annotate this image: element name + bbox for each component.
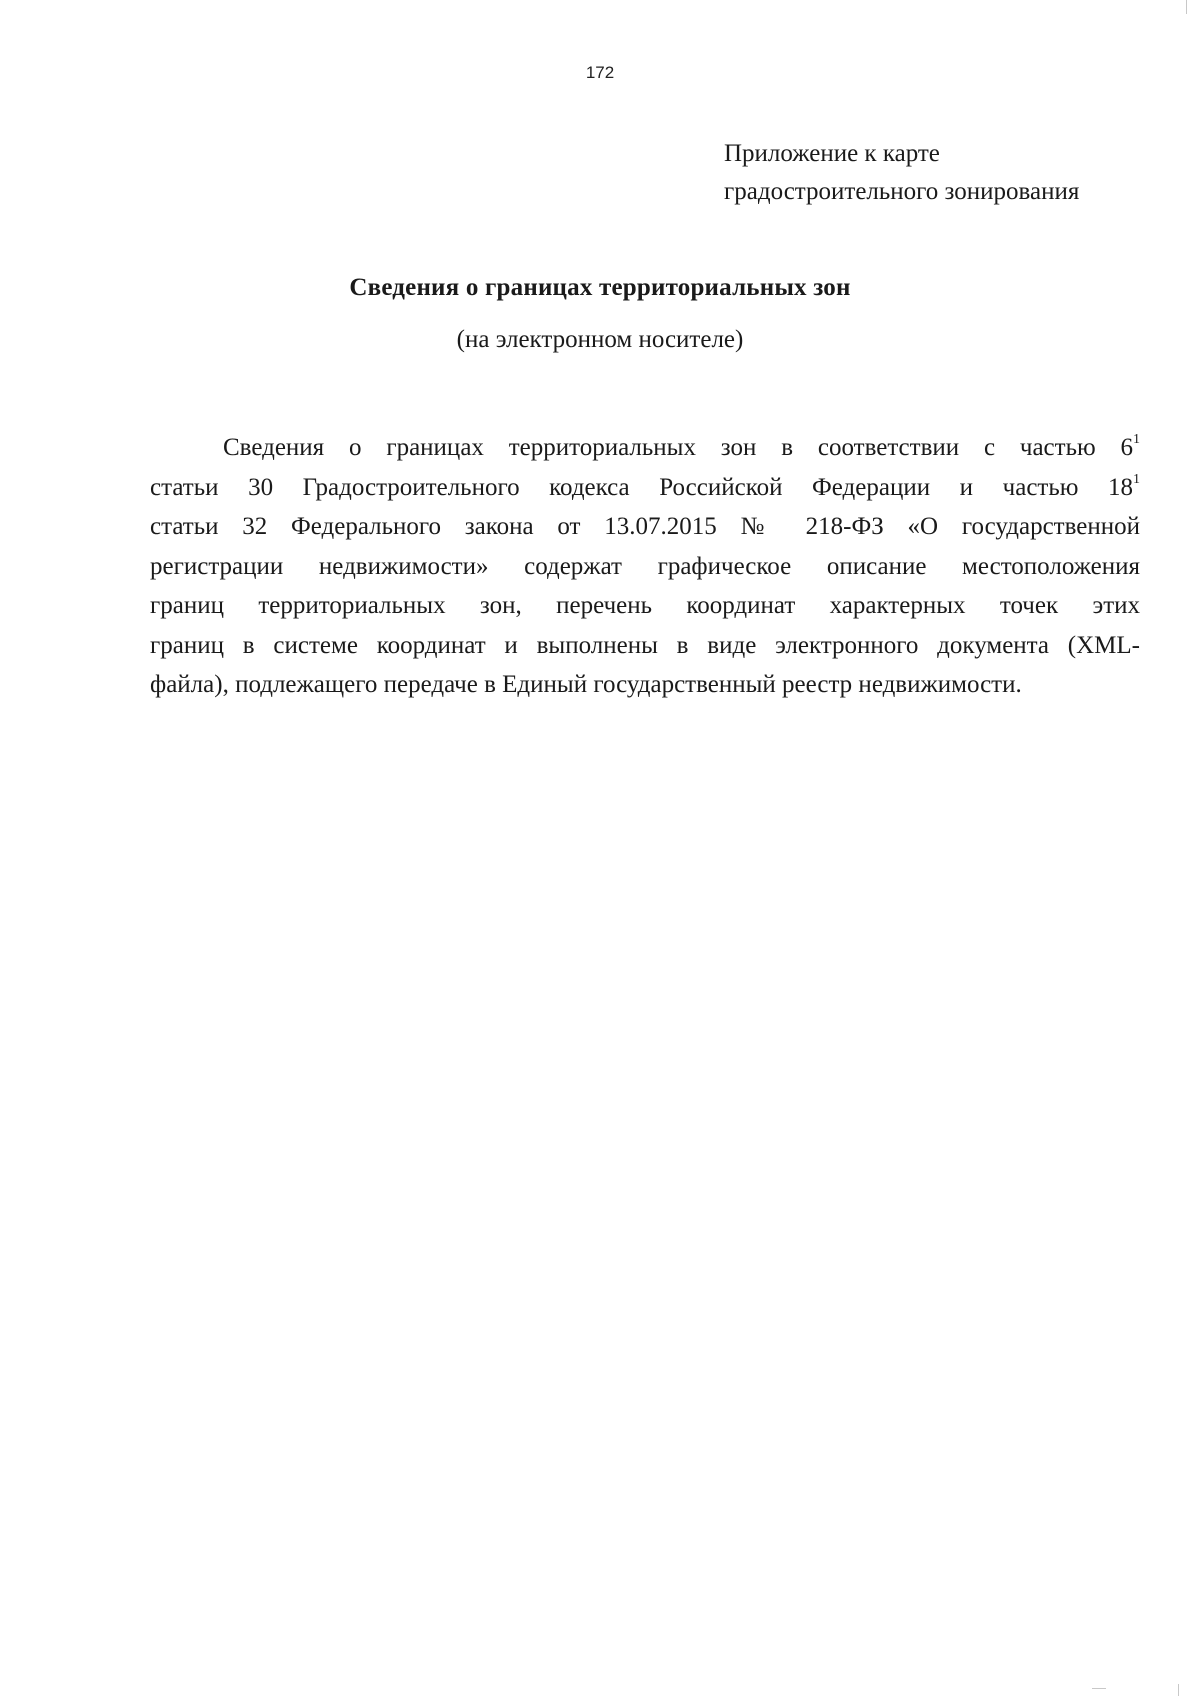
body-line-2-text: статьи 30 Градостроительного кодекса Российской Федерации и частью 18 bbox=[150, 473, 1133, 501]
body-line-1 bbox=[150, 428, 1140, 468]
body-line-6: границ в системе координат и выполнены в виде электронного документа (XML- bbox=[150, 631, 1140, 659]
document-title: Сведения о границах территориальных зон bbox=[349, 274, 851, 301]
body-line-1-text: Сведения о границах территориальных зон в соответствии с частью 6 bbox=[223, 434, 1133, 461]
scan-artifact bbox=[1092, 1688, 1106, 1689]
body-line-3: статьи 32 Федерального закона от 13.07.2015 № 218-ФЗ «О государственной bbox=[150, 513, 1140, 540]
superscript: 1 bbox=[1133, 471, 1140, 487]
scan-artifact bbox=[1186, 0, 1187, 14]
appendix-line-2: градостроительного зонирования bbox=[724, 178, 1080, 205]
body-line-4: регистрации недвижимости» содержат графическое описание местоположения bbox=[150, 552, 1140, 580]
body-line-7: файла), подлежащего передаче в Единый государственный реестр недвижимости. bbox=[150, 671, 1022, 698]
page-number: 172 bbox=[585, 63, 615, 82]
body-paragraph bbox=[150, 428, 1140, 705]
body-line-5: границ территориальных зон, перечень координат характерных точек этих bbox=[150, 592, 1140, 619]
document-subtitle: (на электронном носителе) bbox=[456, 326, 744, 353]
appendix-note bbox=[724, 135, 1079, 211]
appendix-line-1: Приложение к карте bbox=[724, 140, 940, 167]
body-line-2 bbox=[150, 468, 1140, 508]
superscript: 1 bbox=[1133, 432, 1140, 447]
scan-artifact bbox=[1178, 1684, 1179, 1696]
